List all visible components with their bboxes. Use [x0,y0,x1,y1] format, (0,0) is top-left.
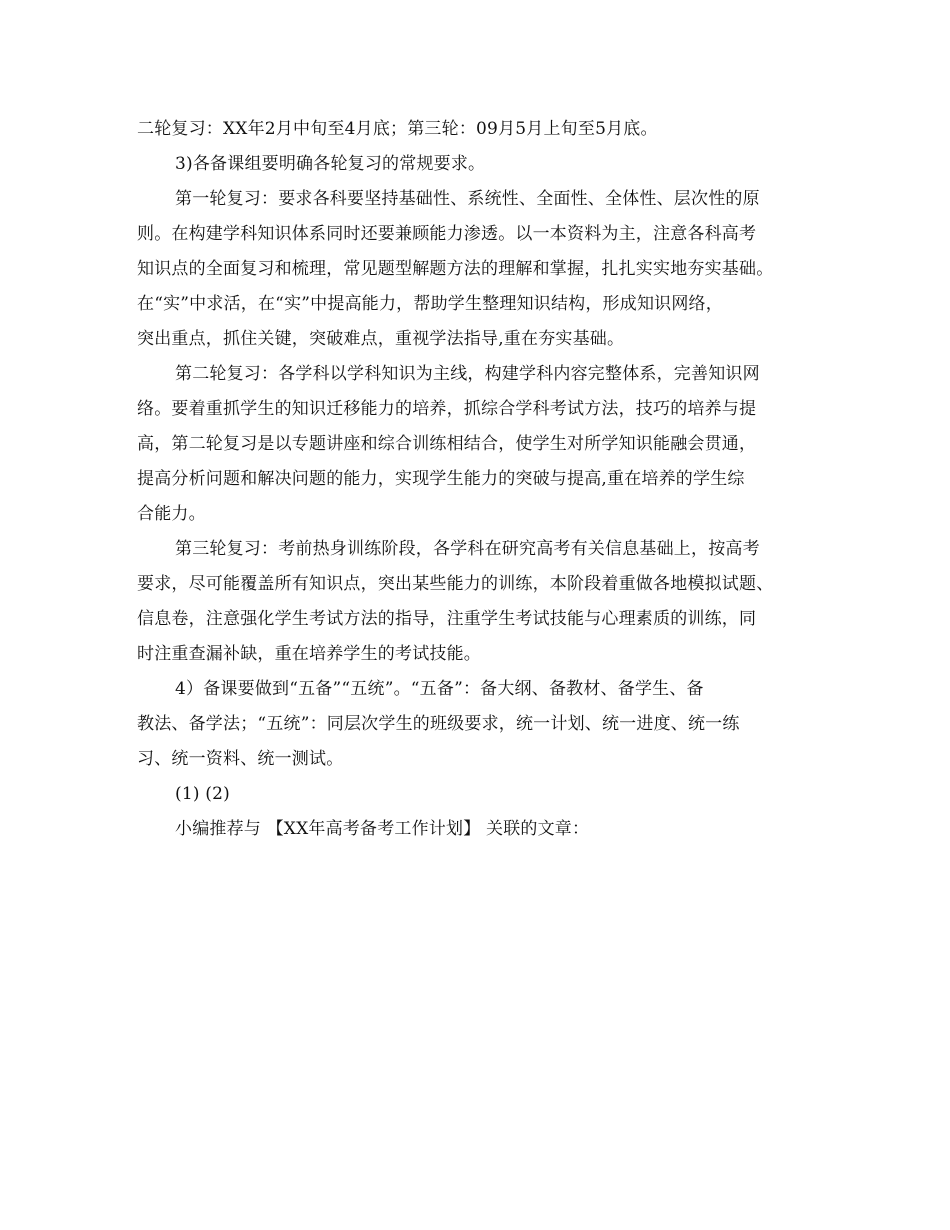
text-line: 高，第二轮复习是以专题讲座和综合训练相结合，使学生对所学知识能融会贯通， [137,434,757,454]
text-line: 在“实”中求活，在“实”中提高能力，帮助学生整理知识结构，形成知识网络， [137,294,723,314]
text-line: 3)各备课组要明确各轮复习的常规要求。 [175,154,486,174]
text-line: 第一轮复习：要求各科要坚持基础性、系统性、全面性、全体性、层次性的原 [175,189,760,209]
text-line: 络。要着重抓学生的知识迁移能力的培养，抓综合学科考试方法，技巧的培养与提 [137,399,757,419]
text-line: 知识点的全面复习和梳理，常见题型解题方法的理解和掌握，扎扎实实地夯实基础。 [137,259,774,279]
text-line: 教法、备学法；“五统”：同层次学生的班级要求，统一计划、统一进度、统一练 [137,714,740,734]
text-line: 突出重点，抓住关键，突破难点，重视学法指导,重在夯实基础。 [137,329,625,349]
text-line: 习、统一资料、统一测试。 [137,749,344,769]
text-line: 要求，尽可能覆盖所有知识点，突出某些能力的训练，本阶段着重做各地模拟试题、 [137,574,774,594]
text-line: 4）备课要做到“五备”“五统”。“五备”：备大纲、备教材、备学生、备 [175,679,704,699]
text-line: 信息卷，注意强化学生考试方法的指导，注重学生考试技能与心理素质的训练，同 [137,609,757,629]
text-line: 第二轮复习：各学科以学科知识为主线，构建学科内容完整体系，完善知识网 [175,364,760,384]
text-line: (1) (2) [175,784,230,804]
text-line: 时注重查漏补缺，重在培养学生的考试技能。 [137,644,481,664]
text-line: 二轮复习：XX年2月中旬至4月底；第三轮：09月5月上旬至5月底。 [137,119,658,139]
text-line: 提高分析问题和解决问题的能力，实现学生能力的突破与提高,重在培养的学生综 [137,469,745,489]
text-line: 合能力。 [137,504,206,524]
text-line: 第三轮复习：考前热身训练阶段，各学科在研究高考有关信息基础上，按高考 [175,539,760,559]
related-articles-line: 小编推荐与 【XX年高考备考工作计划】 关联的文章： [175,819,590,839]
text-line: 则。在构建学科知识体系同时还要兼顾能力渗透。以一本资料为主，注意各科高考 [137,224,757,244]
